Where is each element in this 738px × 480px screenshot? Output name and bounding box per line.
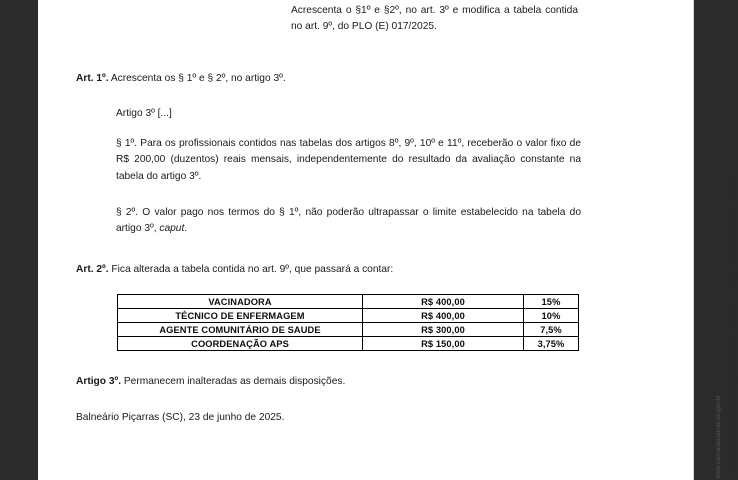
table-cell-value: R$ 300,00 bbox=[363, 323, 524, 337]
table-cell-percent: 7,5% bbox=[524, 323, 579, 337]
table-cell-role: COORDENAÇÃO APS bbox=[118, 337, 363, 351]
article-3-final-paragraph bbox=[76, 374, 546, 390]
verification-stamp-sub: www.camarapicarras.sc.gov.br bbox=[716, 394, 722, 479]
paragraph-2-text-part2: . bbox=[184, 223, 188, 235]
place-and-date: Balneário Piçarras (SC), 23 de junho de 2025. bbox=[76, 412, 285, 423]
table-cell-percent: 10% bbox=[524, 309, 579, 323]
paragraph-2-text-part1: § 2º. O valor pago nos termos do § 1º, não poderão ultrapassar o limite estabelecido na tabela do artigo 3º, bbox=[116, 207, 581, 235]
table-cell-value: R$ 400,00 bbox=[363, 309, 524, 323]
article-1-text: Acrescenta os § 1º e § 2º, no artigo 3º. bbox=[108, 73, 286, 84]
article-1-label: Art. 1º. bbox=[76, 73, 109, 84]
article-2-paragraph bbox=[76, 262, 546, 278]
document-page bbox=[38, 0, 738, 480]
table-row bbox=[118, 337, 579, 351]
salary-table-container bbox=[117, 294, 578, 351]
paragraph-1: § 1º. Para os profissionais contidos nas tabelas dos artigos 8º, 9º, 10º e 11º, receberão o valor fixo de R$ 200,00 (duzentos) reais mensais, independentemente do resultado da avaliação constante na tabela do artigo 3º. bbox=[116, 138, 581, 182]
article-2-label: Art. 2º. bbox=[76, 264, 109, 275]
header-note: Acrescenta o §1º e §2º, no art. 3º e modifica a tabela contida no art. 9º, do PLO (E) 017/2025. bbox=[291, 5, 578, 33]
artigo-3-reference: Artigo 3º [...] bbox=[116, 108, 172, 119]
table-row bbox=[118, 309, 579, 323]
table-cell-role: TÉCNICO DE ENFERMAGEM bbox=[118, 309, 363, 323]
article-3-final-text: Permanecem inalteradas as demais disposições. bbox=[121, 376, 346, 387]
article-2-text: Fica alterada a tabela contida no art. 9º, que passará a contar: bbox=[108, 264, 394, 275]
paragraph-2-caput: caput bbox=[159, 223, 185, 235]
table-cell-percent: 3,75% bbox=[524, 337, 579, 351]
salary-table-body bbox=[118, 295, 579, 351]
table-cell-percent: 15% bbox=[524, 295, 579, 309]
salary-table bbox=[117, 294, 579, 351]
table-cell-value: R$ 400,00 bbox=[363, 295, 524, 309]
table-row bbox=[118, 323, 579, 337]
paragraph-2 bbox=[116, 205, 581, 238]
table-cell-role: VACINADORA bbox=[118, 295, 363, 309]
table-cell-value: R$ 150,00 bbox=[363, 337, 524, 351]
article-3-final-label: Artigo 3º. bbox=[76, 376, 122, 387]
article-1-paragraph bbox=[76, 71, 546, 87]
table-row bbox=[118, 295, 579, 309]
table-cell-role: AGENTE COMUNITÁRIO DE SAUDE bbox=[118, 323, 363, 337]
verification-stamp-main: www.camarapicarras.sc.gov.br/cee e informe o código: 250623152307 78/4350 bbox=[728, 171, 738, 476]
